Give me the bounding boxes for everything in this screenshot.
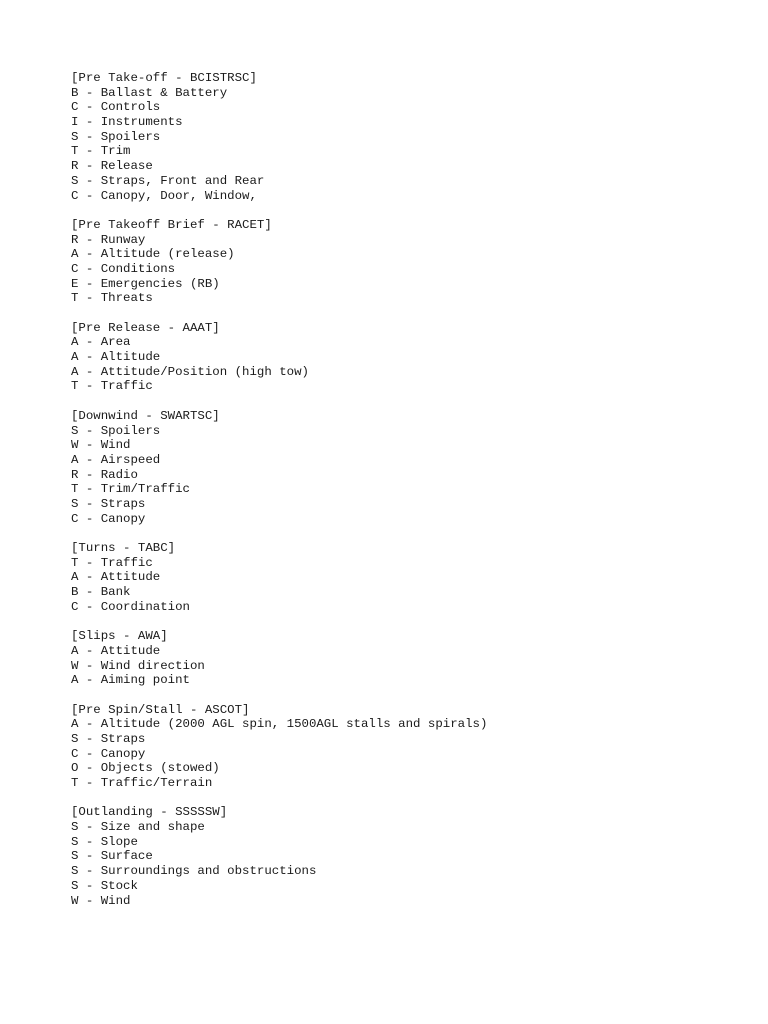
section-heading: [Pre Takeoff Brief - RACET] [71,217,272,232]
checklist-item: E - Emergencies (RB) [71,276,220,291]
checklist-section-turns [71,541,751,614]
checklist-item: S - Straps [71,731,146,746]
checklist-item: A - Area [71,335,131,350]
checklist-section-outlanding [71,805,751,908]
checklist-item: W - Wind [71,438,131,453]
checklist-item: A - Altitude [71,350,161,365]
checklist-item: S - Straps [71,496,146,511]
checklist-item: R - Release [71,159,153,174]
checklist-item: S - Slope [71,834,138,849]
checklist-item: T - Traffic/Terrain [71,776,213,790]
section-heading: [Pre Release - AAAT] [71,320,220,335]
checklist-item: O - Objects (stowed) [71,761,220,776]
checklist-item: A - Attitude [71,570,161,585]
checklist-item: C - Controls [71,100,161,115]
checklist-item: T - Threats [71,291,153,306]
checklist-section-slips [71,629,751,688]
checklist-item: S - Stock [71,878,138,893]
section-heading: [Pre Take-off - BCISTRSC] [71,71,257,85]
document-page [71,71,751,923]
checklist-section-pre-spin-stall [71,703,751,791]
checklist-item: C - Canopy, Door, Window, [71,188,257,203]
checklist-item: S - Size and shape [71,820,205,835]
checklist-section-pre-takeoff [71,71,751,203]
section-heading: [Slips - AWA] [71,629,168,644]
checklist-item: S - Surroundings and obstructions [71,864,317,879]
checklist-item: C - Canopy [71,746,146,761]
checklist-section-downwind [71,409,751,527]
checklist-item: C - Coordination [71,599,190,614]
checklist-section-pre-release [71,321,751,394]
checklist-item: C - Canopy [71,511,146,526]
checklist-item: R - Runway [71,232,146,247]
checklist-item: I - Instruments [71,115,183,130]
checklist-item: A - Attitude/Position (high tow) [71,364,309,379]
section-heading: [Turns - TABC] [71,541,176,555]
checklist-item: S - Surface [71,849,153,864]
section-heading: [Pre Spin/Stall - ASCOT] [71,702,250,717]
checklist-section-pre-takeoff-brief [71,218,751,306]
checklist-item: A - Altitude (release) [71,247,235,262]
checklist-item: W - Wind direction [71,658,205,673]
section-heading: [Downwind - SWARTSC] [71,408,220,423]
checklist-item: T - Traffic [71,379,153,394]
checklist-item: C - Conditions [71,261,176,276]
checklist-item: S - Straps, Front and Rear [71,173,265,188]
checklist-item: W - Wind [71,893,131,908]
checklist-item: B - Bank [71,585,131,600]
checklist-item: S - Spoilers [71,423,161,438]
checklist-item: T - Trim [71,144,131,159]
checklist-item: B - Ballast & Battery [71,85,228,100]
checklist-item: T - Traffic [71,555,153,570]
checklist-item: S - Spoilers [71,129,161,144]
checklist-item: A - Aiming point [71,673,190,688]
section-heading: [Outlanding - SSSSSW] [71,805,228,820]
checklist-item: A - Altitude (2000 AGL spin, 1500AGL stalls and spirals) [71,717,488,732]
checklist-item: T - Trim/Traffic [71,482,190,497]
checklist-item: A - Attitude [71,643,161,658]
checklist-item: A - Airspeed [71,452,161,467]
checklist-item: R - Radio [71,467,138,482]
